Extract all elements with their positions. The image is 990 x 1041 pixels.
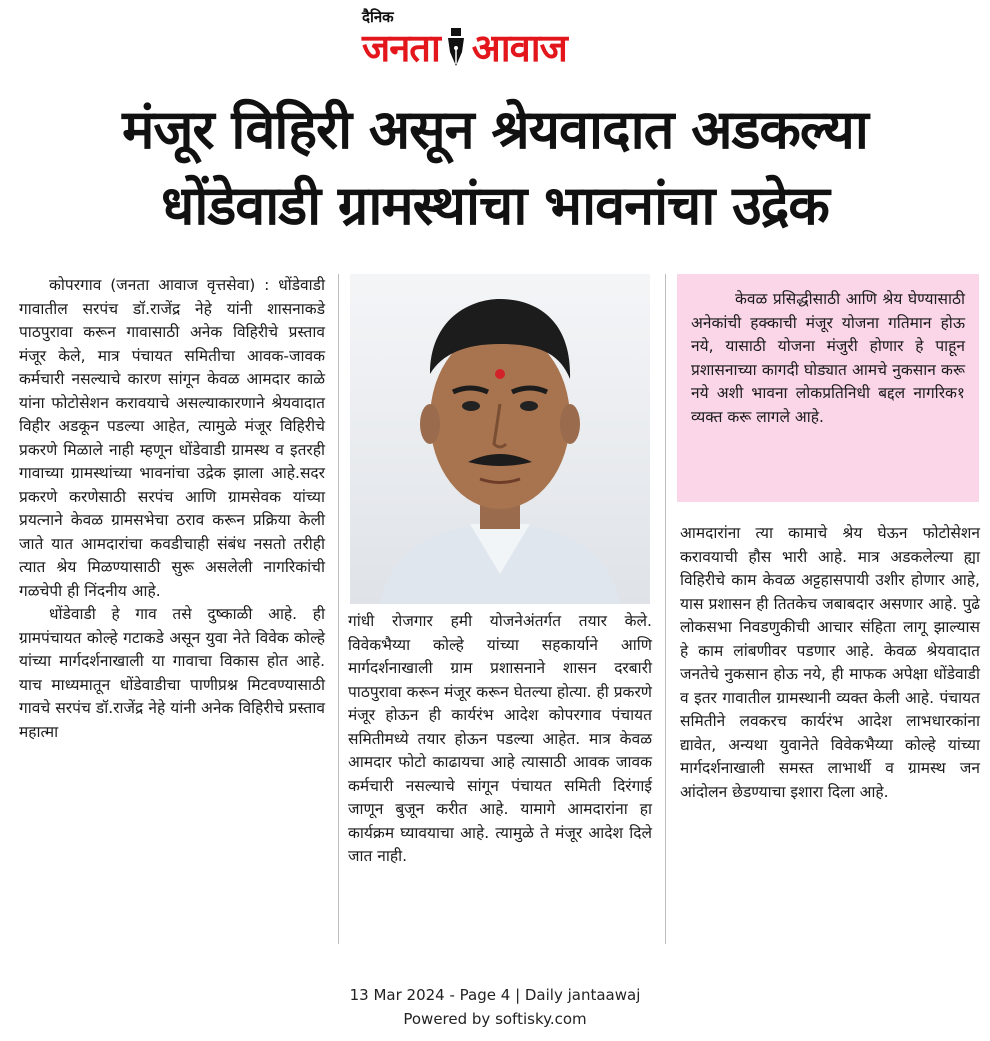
footer [0,983,990,1031]
masthead-tagline: दैनिक [362,8,394,26]
masthead-title-right: आवाज [471,26,567,70]
portrait-photo [350,274,650,604]
headline-line-2: धोंडेवाडी ग्रामस्थांचा भावनांचा उद्रेक [161,174,829,237]
masthead-title-left: जनता [362,26,440,70]
masthead [0,0,990,80]
article-paragraph: धोंडेवाडी हे गाव तसे दुष्काळी आहे. ही ग्रामपंचायत कोल्हे गटाकडे असून युवा नेते विवेक कोल्हे यांच्या मार्गदर्शनाखाली या गावाचा विकास होत आहे. याच माध्यमातून धोंडेवाडीचा पाणीप्रश्न मिटवण्यासाठी गावचे सरपंच डॉ.राजेंद्र नेहे यांनी अनेक विहिरीचे प्रस्ताव महात्मा [19,605,325,741]
pull-quote-text: केवळ प्रसिद्धीसाठी आणि श्रेय घेण्यासाठी अनेकांची हक्काची मंजूर योजना गतिमान होऊ नये, यासाठी योजना मंजुरी होणार हे पाहून प्रशासनाच्या कागदी घोड्यात आमचे नुकसान करू नये अशी भावना लोकप्रतिनिधी बद्दल नागरिक१ व्यक्त करू लागले आहे. [691,290,965,426]
footer-powered-by: Powered by softisky.com [403,1010,587,1028]
article-paragraph: गांधी रोजगार हमी योजनेअंतर्गत तयार केले. विवेकभैय्या कोल्हे यांच्या सहकार्याने आणि मार्गदर्शनाखाली ग्राम प्रशासनाने शासन दरबारी पाठपुरावा करून मंजूर करून घेतल्या होत्या. ही प्रकरणे मंजूर होऊन ही कार्यरंभ आदेश कोपरगाव पंचायत समितीमध्ये तयार होऊन पडल्या आहेत. मात्र केवळ आमदार फोटो काढायचा आहे त्यासाठी आवक जावक कर्मचारी नसल्याचे सांगून पंचायत समिती दिरंगाई जाणून बुजून करीत आहे. यामागे आमदारांना हा कार्यक्रम घ्यावयाचा आहे. त्यामुळे ते मंजूर आदेश दिले जात नाही. [348,612,652,865]
column-divider [665,274,666,944]
article-paragraph: कोपरगाव (जनता आवाज वृत्तसेवा) : धोंडेवाडी गावातील सरपंच डॉ.राजेंद्र नेहे यांनी शासनाकडे पाठपुरावा करून गावासाठी अनेक विहिरीचे प्रस्ताव मंजूर केले, मात्र पंचायत समितीचा आवक-जावक कर्मचारी नसल्याचे कारण सांगून केवळ आमदार काळे यांना फोटोसेशन करावयाचे असल्याकारणाने श्रेयवादात विहीर अडकून पडल्या आहेत, त्यामुळे मंजूर विहिरीचे प्रकरणे मिळाले नाही म्हणून धोंडेवाडी ग्रामस्थ व इतरही गावाच्या ग्रामस्थांच्या भावनांचा उद्रेक झाला आहे.सदर प्रकरणे करणेसाठी सरपंच आणि ग्रामसेवक यांच्या प्रयत्नाने केवळ ग्रामसभेचा ठराव करून प्रक्रिया केली जाते यात आमदारांचा कवडीचाही संबंध नसतो तरीही त्यात श्रेय मिळण्यासाठी सुरू असलेली नागरिकांची गळचेपी ही निंदनीय आहे. [19,276,325,600]
headline [0,92,990,244]
headline-line-1: मंजूर विहिरी असून श्रेयवादात अडकल्या [122,98,868,161]
masthead-logo [362,26,567,70]
article-column-1 [19,274,325,744]
article-column-3 [680,522,980,804]
column-divider [338,274,339,944]
pull-quote-box [677,274,979,502]
pen-nib-icon [442,26,470,70]
article-paragraph: आमदारांना त्या कामाचे श्रेय घेऊन फोटोसेशन करावयाची हौस भारी आहे. मात्र अडकलेल्या ह्या विहिरीचे काम केवळ अट्टहासपायी उशीर होणार आहे, यास प्रशासन ही तितकेच जबाबदार असणार आहे. पुढे लोकसभा निवडणुकीची आचार संहिता लागू झाल्यास हे काम लांबणीवर पडणार आहे. केवळ श्रेयवादात जनतेचे नुकसान होऊ नये, ही माफक अपेक्षा धोंडेवाडी व इतर गावातील ग्रामस्थानी व्यक्त केली आहे. पंचायत समितीने लवकरच कार्यरंभ आदेश लाभधारकांना द्यावेत, अन्यथा युवानेते विवेकभैय्या कोल्हे यांच्या मार्गदर्शनाखाली समस्त लाभार्थी व ग्रामस्थ जन आंदोलन छेडण्याचा इशारा दिला आहे. [680,524,980,801]
article-column-2 [348,610,652,869]
footer-date-page: 13 Mar 2024 - Page 4 | Daily jantaawaj [349,986,641,1004]
